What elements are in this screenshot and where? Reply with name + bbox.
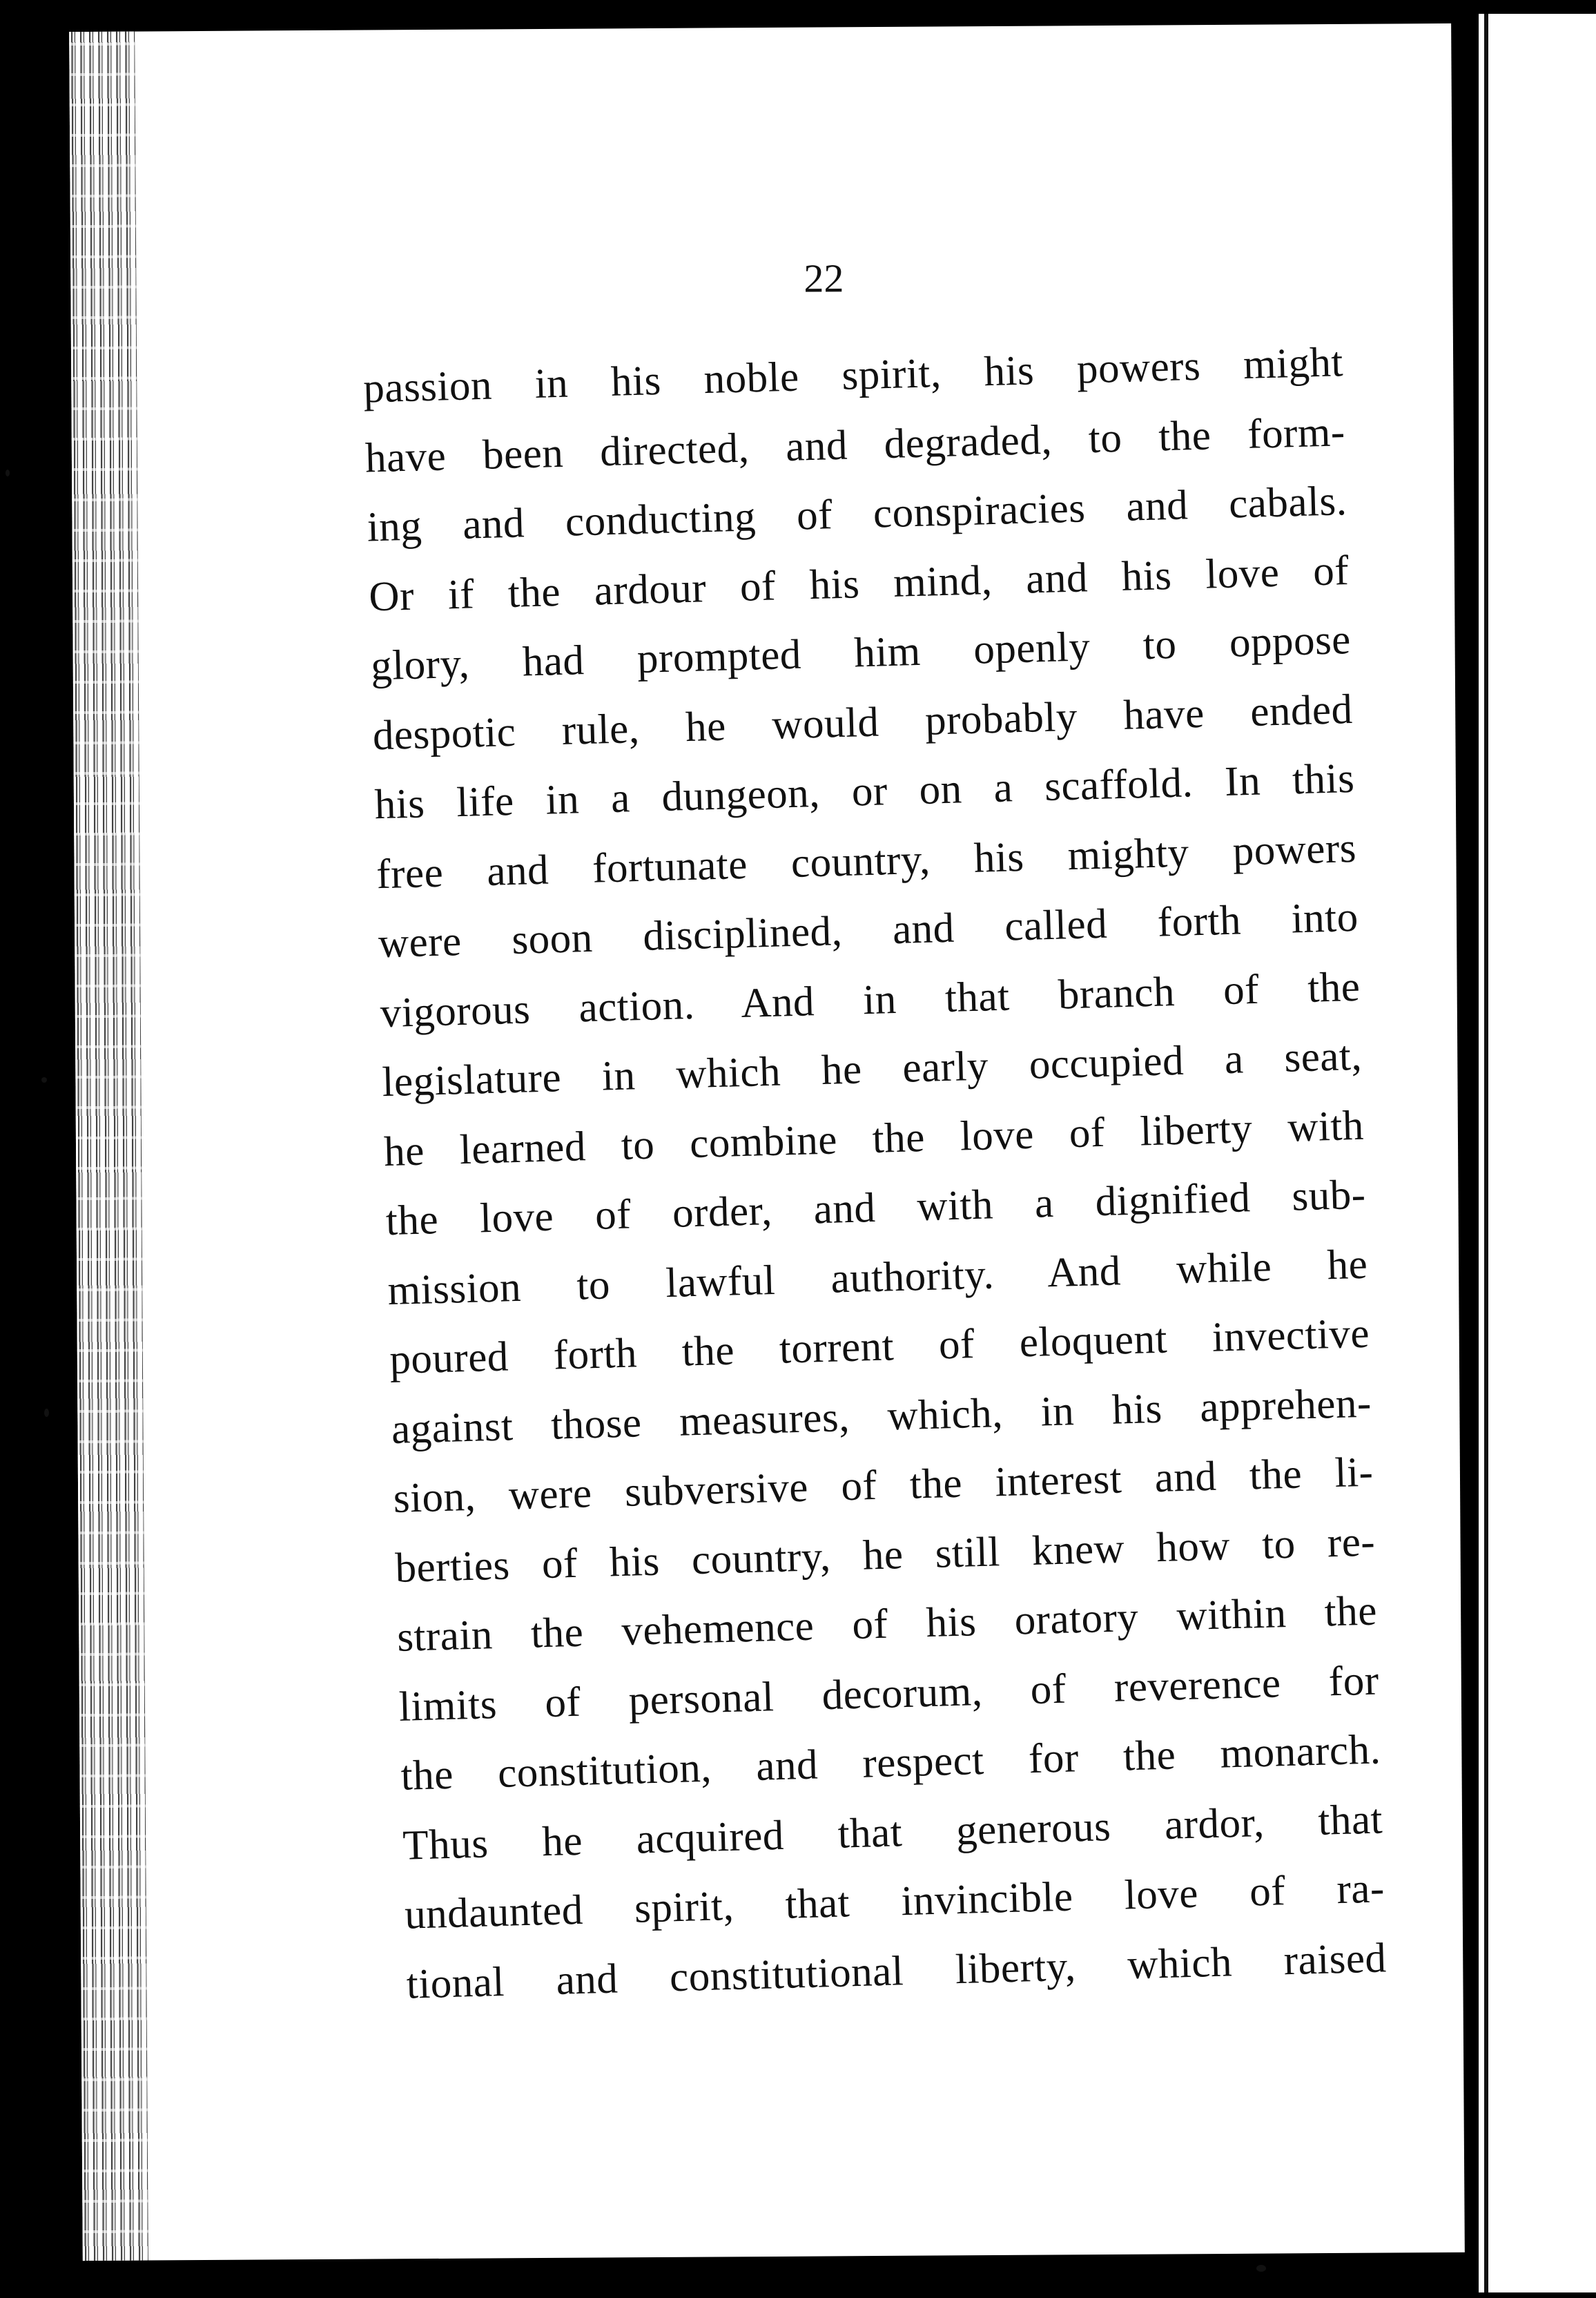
text-line: glory, had prompted him openly to oppose [370, 616, 1352, 690]
text-line: the love of order, and with a dignified sub- [385, 1171, 1367, 1245]
page-block-edge [69, 32, 148, 2261]
text-line: limits of personal decorum, of reverence for [398, 1657, 1380, 1730]
text-line: sion, were subversive of the interest and the li- [392, 1449, 1374, 1522]
text-line: ing and conducting of conspiracies and cabals. [366, 478, 1348, 551]
text-line: against those measures, which, in his apprehen- [391, 1380, 1372, 1453]
text-line: the constitution, and respect for the monarch. [400, 1726, 1382, 1799]
scan-speck [41, 1077, 47, 1083]
scan-speck [44, 1409, 49, 1417]
body-text [362, 328, 1388, 2020]
text-line: he learned to combine the love of liberty with [383, 1102, 1365, 1175]
page-number: 22 [804, 255, 844, 301]
text-line: poured forth the torrent of eloquent invective [389, 1310, 1370, 1384]
text-line: strain the vehemence of his oratory within the [396, 1587, 1378, 1661]
text-line: were soon disciplined, and called forth into [378, 894, 1359, 967]
text-line: legislature in which he early occupied a seat, [381, 1032, 1363, 1106]
scan-speck [6, 470, 10, 476]
text-line: Thus he acquired that generous ardor, that [402, 1795, 1383, 1869]
text-line: free and fortunate country, his mighty powers [376, 824, 1357, 898]
text-line: Or if the ardour of his mind, and his love of [368, 547, 1350, 620]
text-line: passion in his noble spirit, his powers might [362, 339, 1344, 412]
text-line: mission to lawful authority. And while he [387, 1241, 1369, 1314]
text-line: tional and constitutional liberty, which raised [405, 1934, 1388, 2008]
text-line: vigorous action. And in that branch of the [379, 963, 1361, 1036]
adjacent-page-edge [1479, 14, 1596, 2292]
text-line: his life in a dungeon, or on a scaffold. In this [373, 755, 1356, 829]
adjacent-page-border [1484, 14, 1488, 2292]
text-line: berties of his country, he still knew how to re- [394, 1518, 1376, 1592]
scan-speck [1256, 2265, 1266, 2272]
text-line: despotic rule, he would probably have ended [372, 686, 1354, 759]
book-page [69, 23, 1465, 2261]
text-line: undaunted spirit, that invincible love of ra- [404, 1865, 1385, 1938]
text-line: have been directed, and degraded, to the form- [364, 408, 1346, 481]
